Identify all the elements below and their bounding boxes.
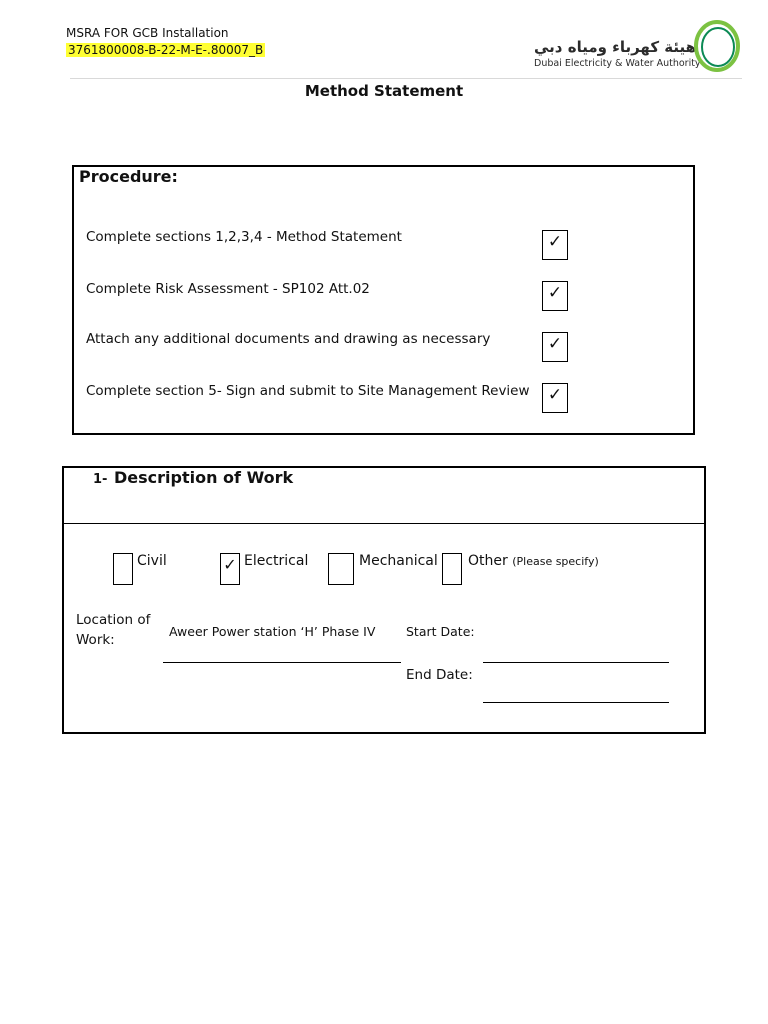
- description-heading: Description of Work: [114, 468, 294, 487]
- start-date-label: Start Date:: [406, 624, 475, 639]
- other-specify-note: (Please specify): [512, 555, 599, 568]
- end-date-label: End Date:: [406, 667, 473, 683]
- header-divider: [70, 78, 742, 79]
- description-box: [62, 466, 706, 734]
- procedure-checkbox-2[interactable]: ✓: [542, 281, 568, 311]
- procedure-checkbox-4[interactable]: ✓: [542, 383, 568, 413]
- location-value[interactable]: Aweer Power station ‘H’ Phase IV: [169, 624, 376, 639]
- section-number: 1-: [93, 472, 108, 487]
- logo-english-text: Dubai Electricity & Water Authority: [534, 58, 701, 69]
- location-underline: [163, 662, 401, 663]
- procedure-item-1: Complete sections 1,2,3,4 - Method Statement: [86, 229, 402, 245]
- mechanical-label: Mechanical: [359, 553, 438, 569]
- civil-label: Civil: [137, 553, 167, 569]
- procedure-item-4: Complete section 5- Sign and submit to Site Management Review: [86, 383, 530, 399]
- start-date-underline: [483, 662, 669, 663]
- mechanical-checkbox[interactable]: [328, 553, 354, 585]
- end-date-underline: [483, 702, 669, 703]
- other-checkbox[interactable]: [442, 553, 462, 585]
- procedure-heading: Procedure:: [79, 167, 178, 186]
- procedure-checkbox-1[interactable]: ✓: [542, 230, 568, 260]
- description-divider: [62, 523, 706, 524]
- other-label: [468, 553, 599, 569]
- electrical-label: Electrical: [244, 553, 309, 569]
- document-reference: 3761800008-B-22-M-E-.80007_B: [68, 43, 264, 57]
- page-title: Method Statement: [304, 82, 464, 100]
- location-label-line2: Work:: [76, 632, 115, 648]
- dewa-logo-icon: [692, 18, 742, 74]
- procedure-item-2: Complete Risk Assessment - SP102 Att.02: [86, 281, 370, 297]
- document-subject: MSRA FOR GCB Installation: [66, 26, 229, 40]
- location-label-line1: Location of: [76, 612, 151, 628]
- electrical-checkbox[interactable]: ✓: [220, 553, 240, 585]
- logo-arabic-text: هيئة كهرباء ومياه دبي: [534, 38, 697, 56]
- procedure-checkbox-3[interactable]: ✓: [542, 332, 568, 362]
- procedure-item-3: Attach any additional documents and drawing as necessary: [86, 331, 491, 347]
- other-label-text: Other: [468, 553, 508, 569]
- civil-checkbox[interactable]: [113, 553, 133, 585]
